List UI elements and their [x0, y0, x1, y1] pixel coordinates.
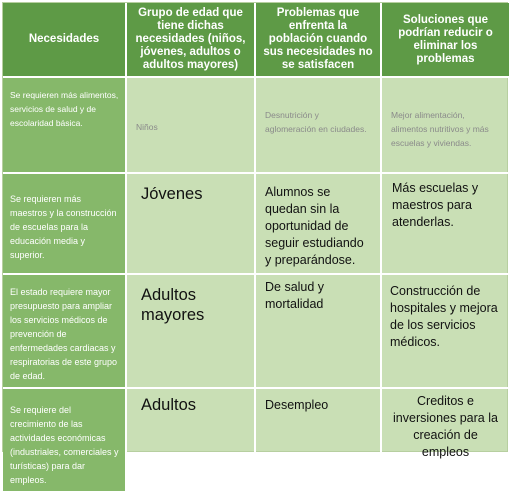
necesidad-cell: Se requieren más maestros y la construcción de escuelas para la educación media y superior.	[3, 174, 127, 275]
header-grupo-edad: Grupo de edad que tiene dichas necesidades (niños, jóvenes, adultos o adultos mayores)	[127, 3, 256, 78]
soluciones-cell: Más escuelas y maestros para atenderlas.	[382, 174, 509, 275]
problemas-cell: Desnutrición y aglomeración en ciudades.	[256, 78, 382, 174]
problemas-cell: Desempleo	[256, 389, 382, 491]
table-row	[3, 275, 509, 389]
necesidad-cell: Se requiere del crecimiento de las actividades económicas (industriales, comerciales y turísticas) para dar empleos.	[3, 389, 127, 491]
header-row	[3, 3, 509, 78]
soluciones-cell: Mejor alimentación, alimentos nutritivos y más escuelas y viviendas.	[382, 78, 509, 174]
necesidad-cell: El estado requiere mayor presupuesto para ampliar los servicios médicos de prevención de enfermedades cardiacas y respiratorias de este grupo de edad.	[3, 275, 127, 389]
grupo-cell: Jóvenes	[127, 174, 256, 275]
necesidad-cell: Se requieren más alimentos, servicios de salud y de escolaridad básica.	[3, 78, 127, 174]
grupo-cell: Niños	[127, 78, 256, 174]
problemas-cell: Alumnos se quedan sin la oportunidad de seguir estudiando y preparándose.	[256, 174, 382, 275]
table-row	[3, 78, 509, 174]
header-necesidades: Necesidades	[3, 3, 127, 78]
table-row	[3, 174, 509, 275]
problemas-cell: De salud y mortalidad	[256, 275, 382, 389]
soluciones-cell: Construcción de hospitales y mejora de los servicios médicos.	[382, 275, 509, 389]
soluciones-cell: Creditos e inversiones para la creación de empleos	[393, 394, 498, 459]
header-soluciones: Soluciones que podrían reducir o eliminar los problemas	[382, 3, 509, 78]
needs-table-container	[2, 2, 508, 485]
table-row	[3, 389, 509, 491]
grupo-cell: Adultos	[127, 389, 256, 491]
grupo-cell: Adultos mayores	[127, 275, 256, 389]
needs-table	[3, 3, 509, 491]
header-problemas: Problemas que enfrenta la población cuando sus necesidades no se satisfacen	[256, 3, 382, 78]
